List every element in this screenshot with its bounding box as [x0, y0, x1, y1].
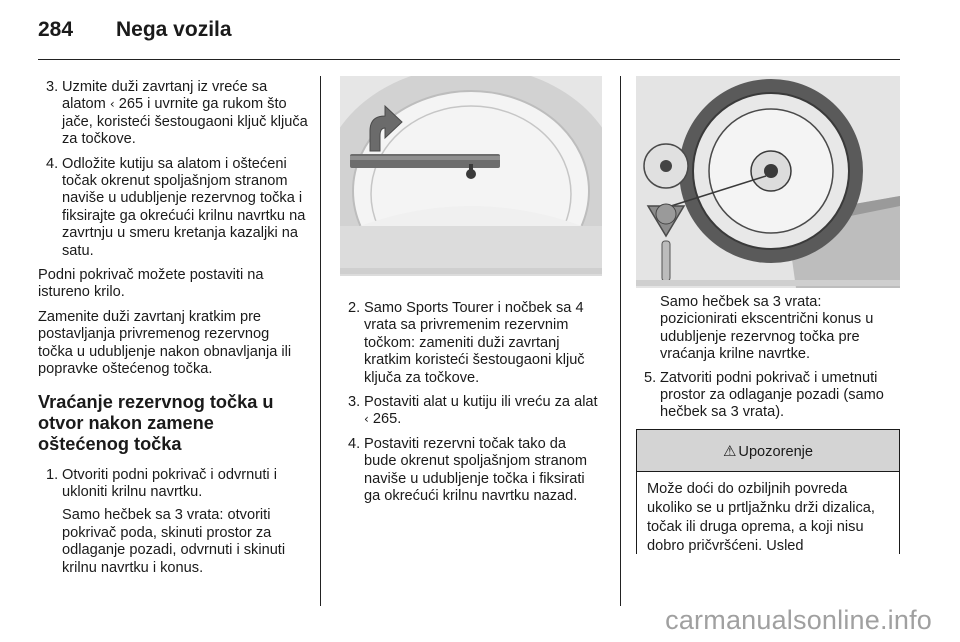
step-text: Zatvoriti podni pokrivač i umetnuti prostor za odlaganje pozadi (samo hečbek sa 3 vrata).: [660, 369, 884, 421]
column-divider: [620, 76, 621, 606]
step-number: 3.: [46, 79, 59, 95]
page-title: Nega vozila: [116, 18, 232, 41]
page-number: 284: [38, 18, 74, 41]
section-heading: Vraćanje rezervnog točka u otvor nakon zamene oštećenog točka: [38, 391, 274, 454]
watermark: carmanualsonline.info: [665, 605, 932, 635]
spare-wheel-cone-illustration: [636, 76, 900, 288]
page-ref-icon: ‹: [109, 97, 115, 112]
column-2: [340, 300, 602, 512]
column-3: [636, 294, 902, 429]
step-text: Samo Sports Tourer i nočbek sa 4 vrata sa privremenim rezervnim točkom: zameniti duži zavrtanj kratkim koristeći šestougaoni ključ ključa za točkove.: [364, 300, 585, 386]
page-ref-icon: ‹: [364, 412, 369, 427]
step-1-col1: [38, 467, 308, 577]
warning-box: [636, 429, 900, 553]
warning-triangle-icon: ⚠: [722, 442, 737, 460]
paragraph-replace-bolt: Zamenite duži zavrtanj kratkim pre postavljanja privremenog rezervnog točka u udubljenje nakon obnavljanja ili popravke oštećenog točka.: [38, 308, 292, 378]
step-text: Postaviti alat u kutiju ili vreću za alat ‹ 265.: [364, 394, 598, 428]
step-number: 5.: [644, 369, 657, 386]
step-4-col1: [38, 156, 308, 260]
warning-divider: [636, 471, 900, 472]
step-number: 3.: [348, 394, 361, 411]
step-text: Odložite kutiju sa alatom i oštećeni točak okrenut spoljašnjom stranom naviše u udubljenje rezervnog točka i fiksirajte ga okrećući krilnu navrtku na zavrtnju u smeru kretanja kazaljki na satu.: [62, 155, 306, 259]
column-divider: [320, 76, 321, 606]
step-text: Uzmite duži zavrtanj iz vreće sa alatom ‹ 265 i uvrnite ga rukom što jače, koristeći šestougaoni ključ ključa za točkove.: [62, 79, 308, 148]
step-text: Postaviti rezervni točak tako da bude okrenut spoljašnjom stranom naviše u udubljenje točka i fiksirati ga okrećući krilnu navrtku nazad.: [364, 435, 588, 505]
warning-text: Može doći do ozbiljnih povreda ukoliko se u prtljažnku drži dizalica, točak ili druga oprema, a koji nisu dobro pričvršćeni. Usled: [636, 472, 900, 554]
column-1: [38, 79, 308, 584]
step-text: Otvoriti podni pokrivač i odvrnuti i ukloniti krilnu navrtku.: [62, 466, 277, 500]
step-number: 4.: [46, 155, 59, 172]
step-number: 4.: [348, 435, 361, 452]
header-rule: [38, 59, 900, 60]
step-3-col2: [340, 394, 602, 429]
step-number: 2.: [348, 300, 361, 316]
step-2-col2: [340, 300, 602, 387]
paragraph-floor-cover: Podni pokrivač možete postaviti na istureno krilo.: [38, 267, 264, 301]
step-subtext: Samo hečbek sa 3 vrata: otvoriti pokrivač poda, skinuti prostor za odlaganje pozadi, odvrnuti i skinuti krilnu navrtku i konus.: [62, 507, 286, 576]
step-number: 1.: [46, 466, 59, 483]
warning-header: [636, 429, 900, 472]
figure-spare-wheel-cone: [636, 76, 900, 288]
step-4-continuation: Samo hečbek sa 3 vrata: pozicionirati ekscentrični konus u udubljenje rezervnog točka pre vraćanja krilne navrtke.: [660, 294, 874, 363]
figure-spare-wheel-well: [340, 76, 602, 276]
warning-title: Upozorenje: [738, 444, 814, 460]
step-3-col1: [38, 79, 308, 149]
step-4-col2: [340, 436, 602, 506]
step-5-col3: [636, 370, 902, 422]
spare-wheel-illustration: [340, 76, 602, 276]
